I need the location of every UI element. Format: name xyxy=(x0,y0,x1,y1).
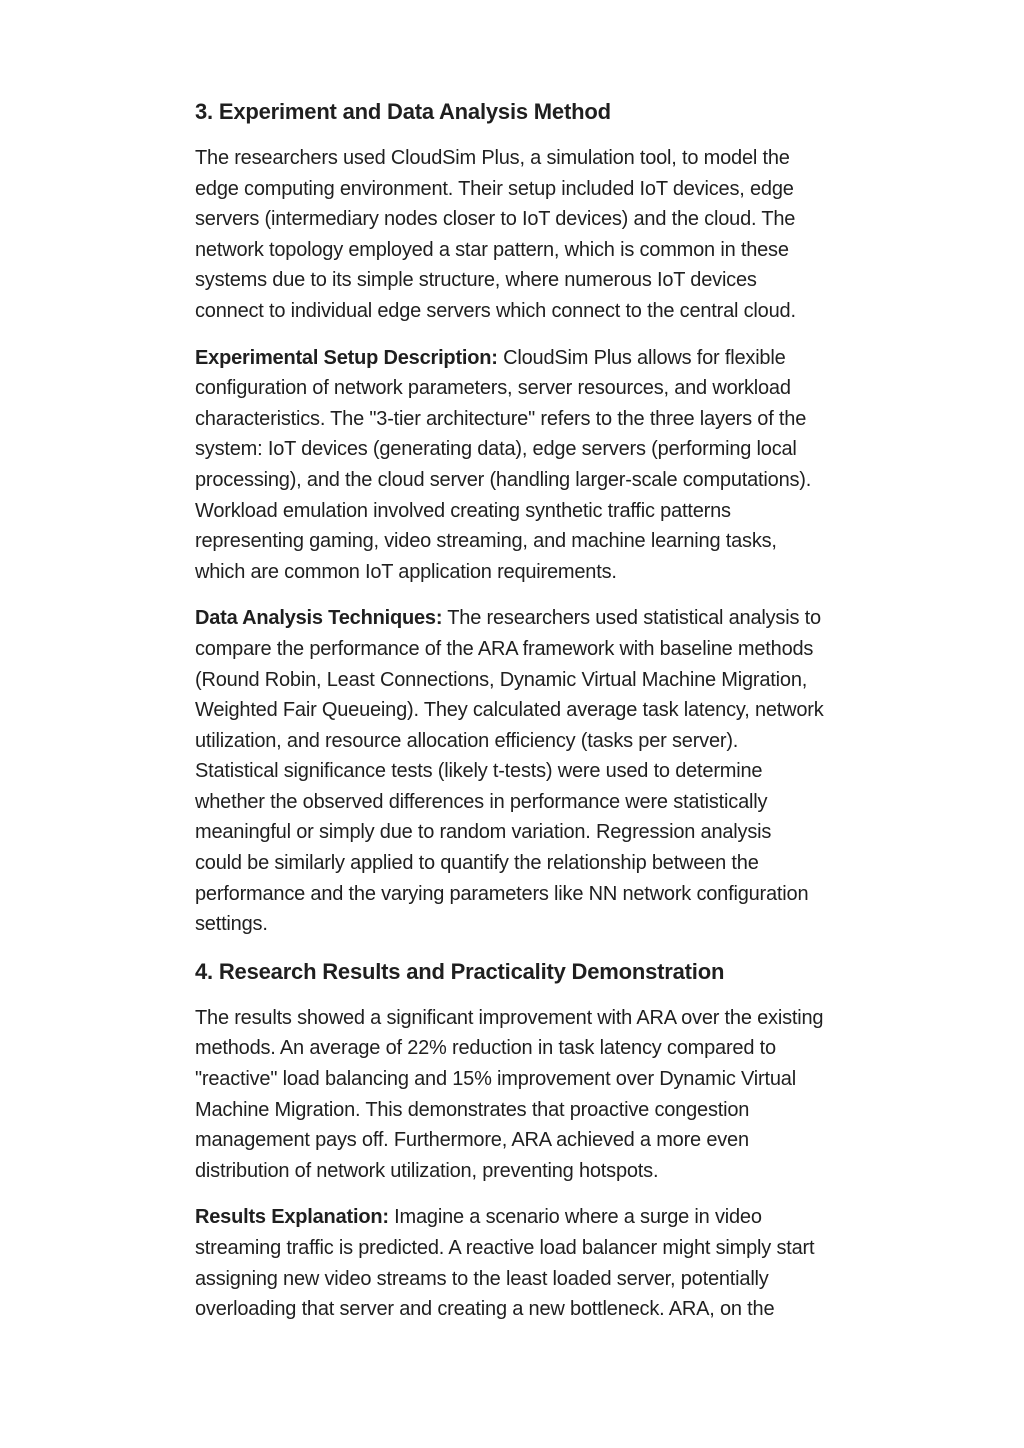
paragraph-line: could be similarly applied to quantify the relationship between the xyxy=(195,852,759,875)
paragraph-line: servers (intermediary nodes closer to IoT devices) and the cloud. The xyxy=(195,208,796,231)
paragraph-line: Experimental Setup Description: CloudSim Plus allows for flexible xyxy=(195,346,786,369)
paragraph-line: compare the performance of the ARA framework with baseline methods xyxy=(195,637,814,660)
paragraph-line: utilization, and resource allocation efficiency (tasks per server). xyxy=(195,729,739,752)
paragraph-line: assigning new video streams to the least loaded server, potentially xyxy=(195,1267,769,1290)
paragraph-line: system: IoT devices (generating data), edge servers (performing local xyxy=(195,438,797,461)
document-content xyxy=(195,96,864,1325)
paragraph-line: overloading that server and creating a new bottleneck. ARA, on the xyxy=(195,1298,775,1321)
paragraph-line: Weighted Fair Queueing). They calculated average task latency, network xyxy=(195,699,824,722)
paragraph-line: The researchers used CloudSim Plus, a simulation tool, to model the xyxy=(195,147,790,169)
paragraph-line: methods. An average of 22% reduction in task latency compared to xyxy=(195,1037,776,1060)
paragraph-line: (Round Robin, Least Connections, Dynamic Virtual Machine Migration, xyxy=(195,668,808,691)
paragraph-line: Machine Migration. This demonstrates that proactive congestion xyxy=(195,1098,750,1121)
bold-lead-in: Experimental Setup Description: xyxy=(195,346,498,369)
paragraph-line: network topology employed a star pattern, which is common in these xyxy=(195,238,789,261)
paragraph-line: edge computing environment. Their setup included IoT devices, edge xyxy=(195,177,794,200)
paragraph-line: Workload emulation involved creating synthetic traffic patterns xyxy=(195,499,731,522)
paragraph-line: Results Explanation: Imagine a scenario where a surge in video xyxy=(195,1206,762,1229)
paragraph-line: systems due to its simple structure, where numerous IoT devices xyxy=(195,269,757,292)
paragraph-line: whether the observed differences in performance were statistically xyxy=(195,790,768,813)
section-heading: 4. Research Results and Practicality Demonstration xyxy=(195,958,725,984)
paragraph-line: characteristics. The "3-tier architecture" refers to the three layers of the xyxy=(195,407,807,430)
paragraph-line: processing), and the cloud server (handling larger-scale computations). xyxy=(195,468,812,491)
paragraph-line: settings. xyxy=(195,913,268,936)
paragraph xyxy=(195,143,864,327)
paragraph-line: "reactive" load balancing and 15% improvement over Dynamic Virtual xyxy=(195,1068,796,1091)
paragraph-line: Data Analysis Techniques: The researchers used statistical analysis to xyxy=(195,607,821,630)
paragraph xyxy=(195,343,864,588)
paragraph-line: management pays off. Furthermore, ARA achieved a more even xyxy=(195,1129,749,1152)
paragraph-line: performance and the varying parameters like NN network configuration xyxy=(195,882,809,905)
paragraph-line: which are common IoT application requirements. xyxy=(195,560,617,583)
section-heading: 3. Experiment and Data Analysis Method xyxy=(195,99,611,124)
paragraph-line: The results showed a significant improvement with ARA over the existing xyxy=(195,1006,824,1029)
paragraph-line: connect to individual edge servers which connect to the central cloud. xyxy=(195,299,796,322)
paragraph-line: Statistical significance tests (likely t-tests) were used to determine xyxy=(195,760,763,783)
paragraph-line: meaningful or simply due to random variation. Regression analysis xyxy=(195,821,772,844)
paragraph-line: configuration of network parameters, server resources, and workload xyxy=(195,377,791,400)
paragraph-line: distribution of network utilization, preventing hotspots. xyxy=(195,1159,659,1182)
paragraph xyxy=(195,1202,864,1324)
paragraph-line: representing gaming, video streaming, and machine learning tasks, xyxy=(195,530,777,553)
bold-lead-in: Results Explanation: xyxy=(195,1206,389,1229)
paragraph-line: streaming traffic is predicted. A reactive load balancer might simply start xyxy=(195,1237,815,1259)
paragraph xyxy=(195,603,864,940)
paragraph xyxy=(195,1003,864,1187)
bold-lead-in: Data Analysis Techniques: xyxy=(195,607,443,630)
